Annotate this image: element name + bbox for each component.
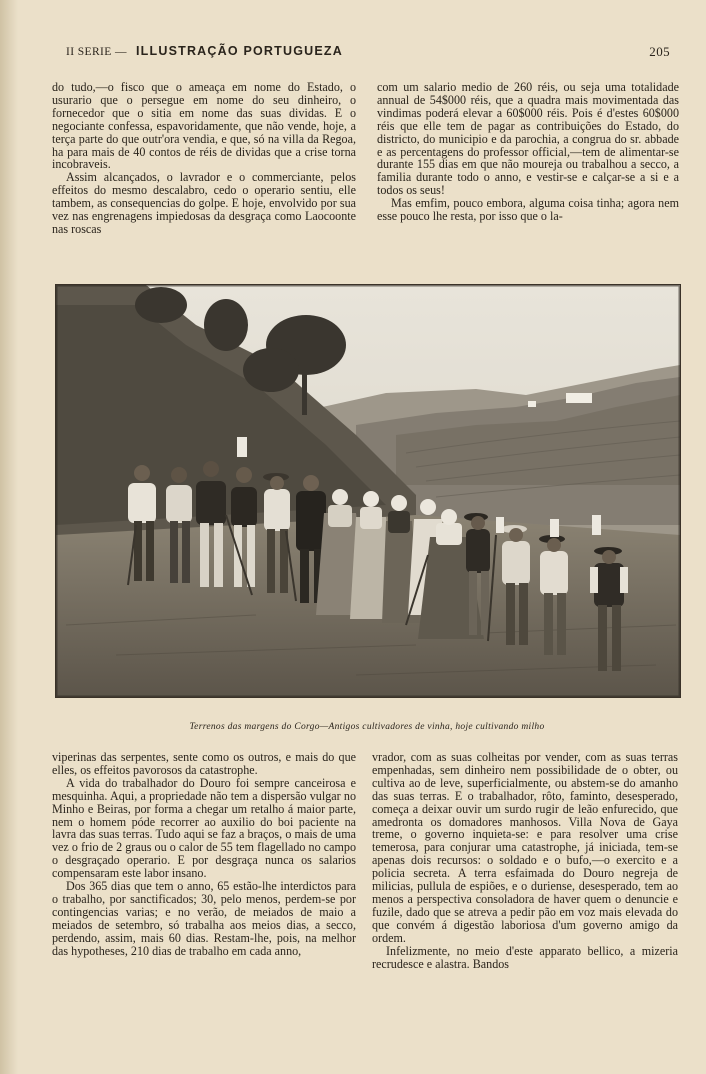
column-top-left xyxy=(52,81,356,236)
paragraph: Assim alcançados, o lavrador e o commerciante, pelos effeitos do mesmo descalabro, cedo o operario sentiu, elle tambem, as consequencias do golpe. E hoje, envolvido por sua vez nas engrenagens impiedosas da desgraça como Laocoonte nas roscas xyxy=(52,170,356,236)
paragraph: A vida do trabalhador do Douro foi sempre canceirosa e mesquinha. Aqui, a propriedade não tem a dispersão vulgar no Minho e Beiras, por forma a chegar um retalho á maior parte, nem o homem póde recorrer ao auxilio do boi paciente na lavra das suas terras. Tudo aqui se faz a braços, o mais de uma vez o frio de 2 graus ou o calor de 55 tem flagellado no campo o desgraçado operario. E por desgraça nunca os salarios compensaram este labor insano. xyxy=(52,775,356,881)
paragraph: Infelizmente, no meio d'este apparato bellico, a mizeria recrudesce e alastra. Bandos xyxy=(372,943,678,971)
paragraph: do tudo,—o fisco que o ameaça em nome do Estado, o usurario que o persegue em nome do seu dinheiro, o fornecedor que o sitia em nome das suas dividas. E o negociante confessa, espavoridamente, que não vende, hoje, a terça parte do que outr'ora vendia, e que, só na villa da Regoa, ha para mais de 40 contos de réis de dividas que a crise torna incobraveis. xyxy=(52,80,356,172)
photo-caption: Terrenos das margens do Corgo—Antigos cultivadores de vinha, hoje cultivando milho xyxy=(189,722,545,732)
publication-title: ILLUSTRAÇÃO PORTUGUEZA xyxy=(136,44,343,58)
running-header xyxy=(66,44,670,62)
photograph-illustration xyxy=(56,285,680,697)
column-top-right xyxy=(377,81,679,223)
paragraph: Mas emfim, pouco embora, alguma coisa tinha; agora nem esse pouco lhe resta, por isso que o la- xyxy=(377,196,679,224)
paragraph: viperinas das serpentes, sente como os outros, e mais do que elles, os effeitos pavorosos da catastrophe. xyxy=(52,750,356,777)
column-bottom-right xyxy=(372,751,678,970)
paragraph: vrador, com as suas colheitas por vender, com as suas terras empenhadas, sem dinheiro nem possibilidade de o obter, ou cultiva ao de leve, superficialmente, ou abstem-se do amanho das suas terras. E o trabalhador, rôto, faminto, desesperado, começa a deixar ouvir um surdo rugir de leão enfurecido, que amedronta os domadores manhosos. Villa Nova de Gaya treme, o governo inquieta-se: e para resolver uma crise temerosa, para conjurar uma catastrophe, já iniciada, tem-se apenas dois recursos: o soldado e o bufo,—o exercito e a policia secreta. A terra esfaimada do Douro negreja de milicias, pullula de espiões, e o duriense, desesperado, tem ao menos a perspectiva consoladora de haver quem o denuncie e fuzile, dado que se atreva a pedir pão em voz mais elevada do que convém á digestão laboriosa d'um governo amigo da ordem. xyxy=(372,750,678,945)
photograph-vineyard-workers xyxy=(55,284,681,698)
series-label: II SERIE — xyxy=(66,46,127,58)
page-number: 205 xyxy=(649,44,670,59)
paragraph: Dos 365 dias que tem o anno, 65 estão-lhe interdictos para o trabalho, por sanctificados; 30, pelo menos, perdem-se por contingencias varias; e no verão, de meiados de maio a meiados de setembro, só trabalha aos meios dias, a secco, perdendo, assim, mais 60 dias. Restam-lhe, pois, na melhor das hypotheses, 210 dias de trabalho em cada anno, xyxy=(52,879,356,958)
column-bottom-left xyxy=(52,751,356,958)
paragraph: com um salario medio de 260 réis, ou seja uma totalidade annual de 54$000 réis, que a quadra mais movimentada das vindimas poderá elevar a 60$000 réis. Pois é d'estes 60$000 réis que elle tem de pagar as contribuições do Estado, do districto, do municipio e da parochia, a congrua do sr. abbade e as percentagens do professor official,—tem de alimentar-se durante 155 dias em que não moureja ou trabalhou a secco, a familia durante todo o anno, e vestir-se e calçar-se a si e a todos os seus! xyxy=(377,80,679,198)
